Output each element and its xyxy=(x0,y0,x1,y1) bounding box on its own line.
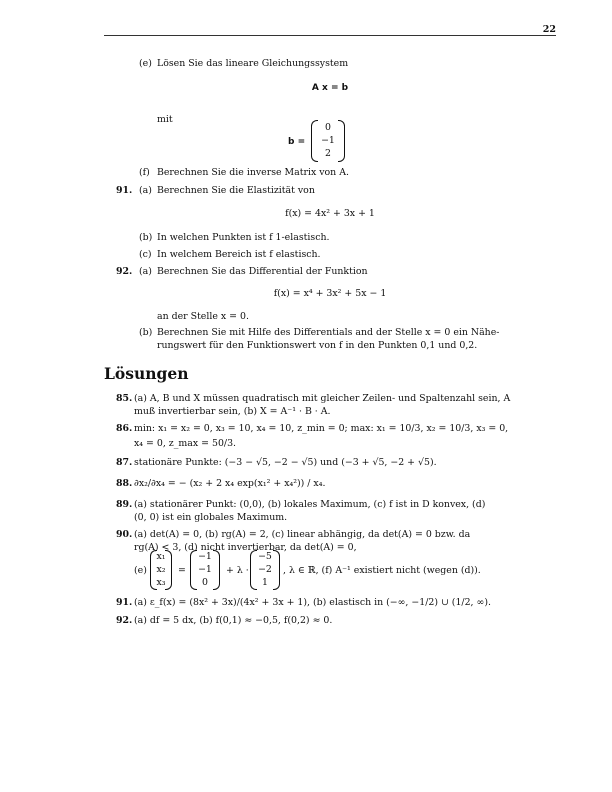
solution-86-line1: min: x₁ = x₂ = 0, x₃ = 10, x₄ = 10, z_min = 0; max: x₁ = 10/3, x₂ = 10/3, x₃ = 0, xyxy=(134,423,509,434)
item-91a-text: Berechnen Sie die Elastizität von xyxy=(157,185,315,196)
vector-p-entry: −1 xyxy=(198,564,212,575)
solution-89-line2: (0, 0) ist ein globales Maximum. xyxy=(134,512,288,523)
item-e-label: (e) xyxy=(139,58,152,69)
vector-p-entry: −1 xyxy=(198,551,212,562)
item-92b-line1: Berechnen Sie mit Hilfe des Differentials and der Stelle x = 0 ein Nähe- xyxy=(157,327,500,338)
b-vector-entry: −1 xyxy=(321,135,335,146)
solution-90-line2: rg(A) < 3, (d) nicht invertierbar, da det(A) = 0, xyxy=(134,542,357,553)
solution-92-line1: (a) df = 5 dx, (b) f(0,1) ≈ −0,5, f(0,2) ≈ 0. xyxy=(134,615,333,626)
item-f-label: (f) xyxy=(139,167,150,178)
solution-85-line2: muß invertierbar sein, (b) X = A⁻¹ · B · A. xyxy=(134,406,331,417)
equation-92: f(x) = x⁴ + 3x² + 5x − 1 xyxy=(273,288,387,299)
solution-number-87: 87. xyxy=(116,457,133,468)
b-vector-entry: 2 xyxy=(325,148,331,159)
item-91b-text: In welchen Punkten ist f 1-elastisch. xyxy=(157,232,330,243)
item-91a-label: (a) xyxy=(139,185,152,196)
solution-91-line1: (a) ε_f(x) = (8x² + 3x)/(4x² + 3x + 1), (b) elastisch in (−∞, −1/2) ∪ (1/2, ∞). xyxy=(134,597,491,608)
solution-90e-label: (e) xyxy=(134,565,147,576)
item-92b-line2: rungswert für den Funktionswert von f in den Punkten 0,1 und 0,2. xyxy=(157,340,478,351)
mit-text: mit xyxy=(157,114,173,125)
vector-x-entry: x₂ xyxy=(156,564,166,575)
vector-p xyxy=(190,550,220,590)
solution-number-91: 91. xyxy=(116,597,133,608)
solution-87-line1: stationäre Punkte: (−3 − √5, −2 − √5) und (−3 + √5, −2 + √5). xyxy=(134,457,437,468)
vector-d-entry: −5 xyxy=(258,551,272,562)
item-92b-label: (b) xyxy=(139,327,153,338)
solution-number-85: 85. xyxy=(116,393,133,404)
equation-ax-b: A x = b xyxy=(311,83,349,93)
solution-90e-equals: = xyxy=(178,565,186,576)
solution-86-line2: x₄ = 0, z_max = 50/3. xyxy=(134,438,237,449)
item-92a-tail: an der Stelle x = 0. xyxy=(157,311,249,322)
solution-89-line1: (a) stationärer Punkt: (0,0), (b) lokales Maximum, (c) f ist in D konvex, (d) xyxy=(134,499,486,510)
vector-d-entry: −2 xyxy=(258,564,272,575)
vector-x xyxy=(150,550,172,590)
vector-p-entry: 0 xyxy=(202,577,208,588)
vector-d-entry: 1 xyxy=(262,577,268,588)
solution-90e-plus: + λ · xyxy=(226,565,249,576)
solution-number-92: 92. xyxy=(116,615,133,626)
b-vector xyxy=(311,120,345,162)
solution-number-90: 90. xyxy=(116,529,133,540)
item-91c-label: (c) xyxy=(139,249,152,260)
item-91c-text: In welchem Bereich ist f elastisch. xyxy=(157,249,321,260)
solution-90-line1: (a) det(A) = 0, (b) rg(A) = 2, (c) linear abhängig, da det(A) = 0 bzw. da xyxy=(134,529,471,540)
solutions-heading: Lösungen xyxy=(104,364,189,383)
item-91b-label: (b) xyxy=(139,232,153,243)
solution-88-line1: ∂x₂/∂x₄ = − (x₂ + 2 x₄ exp(x₁² + x₄²)) / x₄. xyxy=(134,478,326,489)
page-number: 22 xyxy=(542,24,556,35)
vector-d xyxy=(250,550,280,590)
vector-x-entry: x₃ xyxy=(156,577,166,588)
item-f-text: Berechnen Sie die inverse Matrix von A. xyxy=(157,167,349,178)
vector-x-entry: x₁ xyxy=(156,551,166,562)
solution-number-86: 86. xyxy=(116,423,133,434)
equation-91: f(x) = 4x² + 3x + 1 xyxy=(285,208,375,219)
b-vector-entry: 0 xyxy=(325,122,331,133)
item-92a-text: Berechnen Sie das Differential der Funktion xyxy=(157,266,368,277)
exercise-number-91: 91. xyxy=(116,185,133,196)
exercise-number-92: 92. xyxy=(116,266,133,277)
solution-number-89: 89. xyxy=(116,499,133,510)
item-92a-label: (a) xyxy=(139,266,152,277)
solution-90e-tail: , λ ∈ ℝ, (f) A⁻¹ existiert nicht (wegen (d)). xyxy=(283,565,481,576)
b-label: b = xyxy=(288,137,306,147)
solution-85-line1: (a) A, B und X müssen quadratisch mit gleicher Zeilen- und Spaltenzahl sein, A xyxy=(134,393,511,404)
solution-number-88: 88. xyxy=(116,478,133,489)
header-rule xyxy=(104,35,556,36)
item-e-text: Lösen Sie das lineare Gleichungssystem xyxy=(157,58,349,69)
